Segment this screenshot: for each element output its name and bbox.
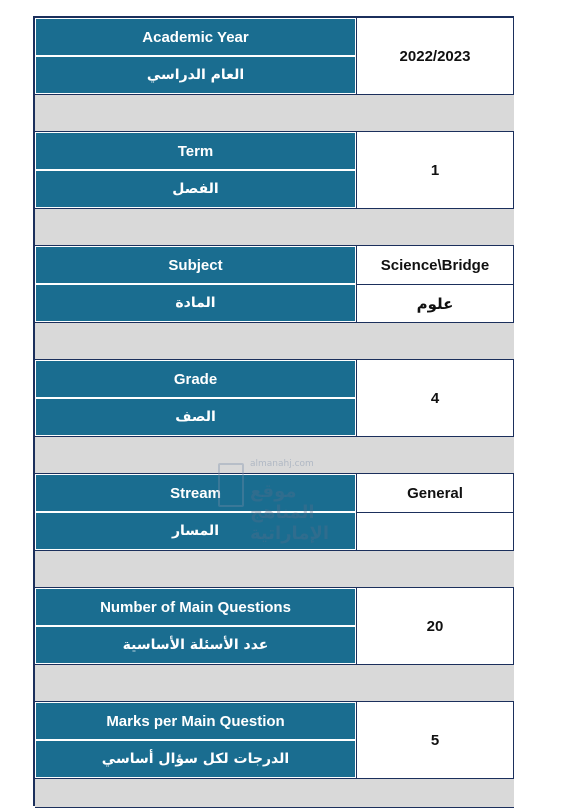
stream-value-empty [356,513,514,550]
marks-label: Marks per Main Question [35,702,356,740]
spacer-row [35,322,514,360]
main-questions-value: 20 [356,588,514,664]
spacer-row [35,436,514,474]
subject-value-en: Science\Bridge [356,246,514,284]
marks-label-ar: الدرجات لكل سؤال أساسي [35,740,356,778]
main-questions-label-ar: عدد الأسئلة الأساسية [35,626,356,664]
watermark-site: almanahj.com [250,459,314,469]
term-value: 1 [356,132,514,208]
spacer-row [35,208,514,246]
stream-label: Stream [35,474,356,512]
subject-label: Subject [35,246,356,284]
info-sheet [33,16,514,806]
marks-value: 5 [356,702,514,778]
academic-year-label: Academic Year [35,18,356,56]
spacer-row [35,94,514,132]
watermark-arabic: موقع المناهج الإماراتية [250,481,330,544]
subject-label-ar: المادة [35,284,356,322]
main-questions-label: Number of Main Questions [35,588,356,626]
spacer-row [35,664,514,702]
grade-label: Grade [35,360,356,398]
academic-year-label-ar: العام الدراسي [35,56,356,94]
spacer-row [35,778,514,808]
term-label: Term [35,132,356,170]
grade-value: 4 [356,360,514,436]
academic-year-value: 2022/2023 [356,18,514,94]
term-label-ar: الفصل [35,170,356,208]
spacer-row [35,550,514,588]
stream-label-ar: المسار [35,512,356,550]
grade-label-ar: الصف [35,398,356,436]
stream-value: General [356,474,514,512]
subject-value-ar: علوم [356,285,514,322]
